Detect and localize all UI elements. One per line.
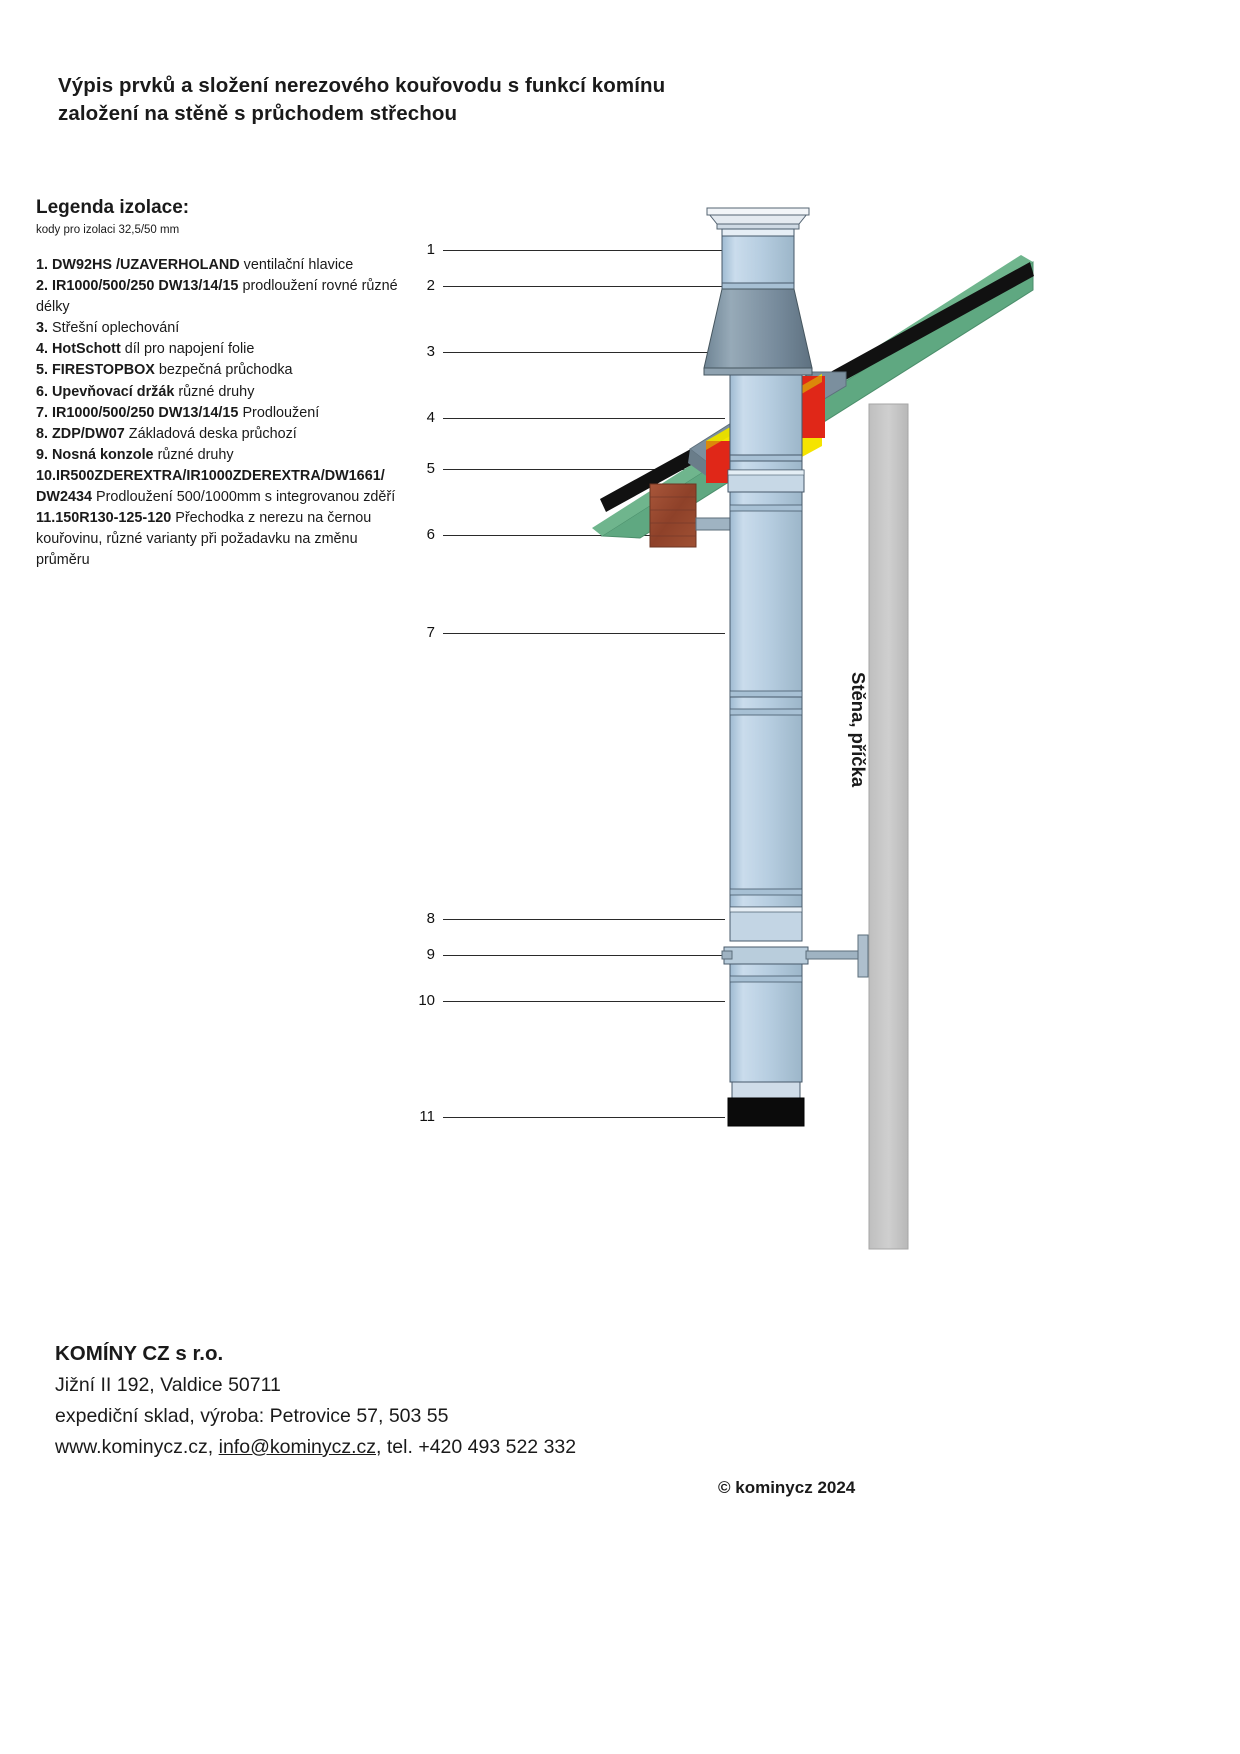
mounting-bracket-brick: [650, 484, 732, 547]
company-address: Jižní II 192, Valdice 50711: [55, 1374, 281, 1397]
legend-item-desc: Střešní oplechování: [52, 320, 180, 337]
legend-item-name: 150R130-125-120: [55, 510, 172, 527]
wall-partition: [869, 404, 908, 1249]
legend-item-desc: Prodloužení: [242, 404, 320, 421]
contact-line: [55, 1432, 955, 1463]
base-plate: [730, 907, 802, 941]
callout-number-5: 5: [426, 460, 435, 477]
firestopbox: [728, 470, 804, 492]
pipe-long-section: [730, 697, 802, 907]
pipe-extension-upper: [722, 229, 794, 289]
legend-item-number: 8.: [36, 425, 49, 442]
company-name: KOMÍNY CZ s r.o.: [55, 1342, 224, 1365]
legend-item-name: Nosná konzole: [52, 446, 154, 463]
legend-heading: Legenda izolace:: [36, 197, 190, 218]
legend-item-number: 3.: [36, 320, 49, 337]
wall-label: Stěna, příčka: [848, 672, 869, 788]
callout-number-4: 4: [426, 409, 435, 426]
pipe-extension-7: [730, 492, 802, 697]
pipe-extension-with-sleeve: [730, 964, 802, 1082]
legend-item-number: 10.: [36, 467, 57, 484]
callout-number-3: 3: [426, 343, 435, 360]
legend-item-desc: prodloužení rovné různé délky: [36, 278, 398, 316]
callout-number-9: 9: [426, 946, 435, 963]
email-link[interactable]: info@kominycz.cz,: [218, 1435, 382, 1458]
chimney-cone-section: [704, 289, 812, 375]
callout-number-10: 10: [418, 992, 435, 1009]
legend-item-name: FIRESTOPBOX: [52, 362, 155, 379]
legend-item-name: DW92HS /UZAVERHOLAND: [52, 257, 240, 273]
legend-item-desc: bezpečná průchodka: [158, 362, 293, 379]
callout-number-6: 6: [426, 526, 435, 543]
legend-item-name: Upevňovací držák: [52, 383, 175, 400]
legend-item-name: IR500ZDEREXTRA/IR1000ZDEREXTRA/DW1661/ DW2434: [36, 467, 385, 506]
page-title-line-1: Výpis prvků a složení nerezového kouřovodu s funkcí komínu: [58, 74, 666, 97]
legend-item-number: 9.: [36, 446, 49, 463]
page-title-line-2: založení na stěně s průchodem střechou: [58, 102, 458, 126]
legend-item-desc: ventilační hlavice: [243, 257, 354, 273]
callout-number-2: 2: [426, 277, 435, 294]
legend-item-number: 4.: [36, 341, 49, 358]
callout-number-1: 1: [426, 241, 435, 258]
website-text: www.kominycz.cz,: [55, 1435, 214, 1458]
legend-item-desc: Prodloužení 500/1000mm s integrovanou zděří: [96, 489, 396, 506]
callout-number-8: 8: [426, 910, 435, 927]
legend-item-desc: různé druhy: [178, 383, 255, 400]
legend-item-desc: různé druhy: [157, 446, 234, 463]
legend-subheading: kody pro izolaci 32,5/50 mm: [36, 224, 180, 236]
company-warehouse: expediční sklad, výroba: Petrovice 57, 503 55: [55, 1405, 449, 1428]
legend-item-number: 6.: [36, 383, 49, 400]
stainless-to-black-adapter: [728, 1082, 804, 1126]
ventilation-cap: [707, 208, 809, 229]
legend-item-name: ZDP/DW07: [52, 425, 125, 442]
legend-item-desc: Základová deska průchozí: [128, 425, 297, 442]
callout-number-11: 11: [419, 1108, 435, 1125]
copyright-notice: © kominycz 2024: [718, 1478, 856, 1497]
legend-item-number: 2.: [36, 278, 49, 295]
pipe-through-roof: [730, 375, 802, 485]
legend-item-name: IR1000/500/250 DW13/14/15: [52, 278, 239, 295]
legend-item-number: 11.: [36, 510, 56, 527]
legend-item-name: HotSchott: [52, 341, 121, 358]
legend-item-desc: díl pro napojení folie: [124, 341, 255, 358]
legend-item-number: 7.: [36, 404, 49, 421]
callout-number-7: 7: [426, 624, 435, 641]
legend-item-desc: Přechodka z nerezu na černou kouřovinu, různé varianty při požadavku na změnu průměru: [36, 510, 372, 569]
legend-item-number: 1.: [36, 257, 49, 273]
legend-item-name: IR1000/500/250 DW13/14/15: [52, 404, 239, 421]
legend-item-number: 5.: [36, 362, 49, 379]
phone-text: tel. +420 493 522 332: [386, 1435, 577, 1458]
footer: [55, 1338, 955, 1463]
